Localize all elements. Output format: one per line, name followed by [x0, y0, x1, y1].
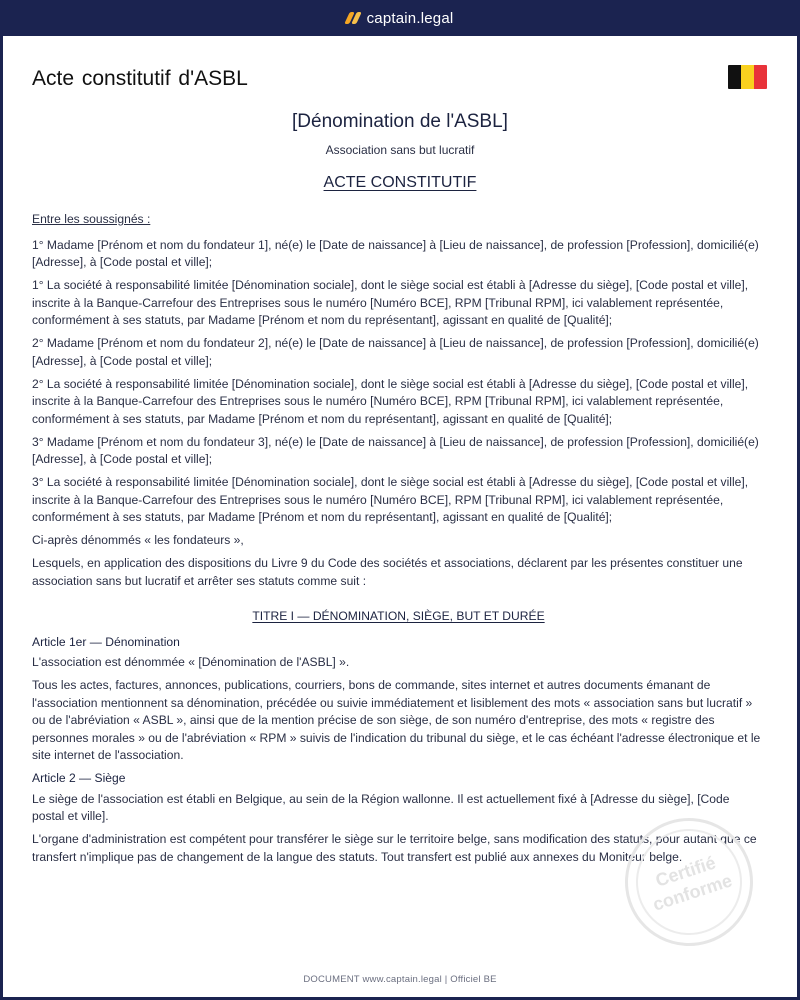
belgium-flag-icon — [728, 65, 767, 89]
brand-name: captain.legal — [366, 9, 454, 27]
article-2-heading: Article 2 — Siège — [32, 771, 126, 785]
flag-stripe-yellow — [741, 65, 754, 89]
document-page — [3, 36, 797, 997]
main-heading-text: ACTE CONSTITUTIF — [323, 174, 477, 191]
stamp-text: Certifié conforme — [650, 852, 735, 915]
paragraph-company-2: 2° La société à responsabilité limitée [Dénomination sociale], dont le siège social est établi à [Adresse du siège], [Code postal et ville], inscrite à la Banque-Carrefour des Entreprises sous le numéro [Numéro BCE], RPM [Tribunal RPM], ici valablement représentée, conformément à ses statuts, par Madame [Prénom et nom du représentant], agissant en qualité de [Qualité]; — [32, 376, 749, 426]
article-1-heading: Article 1er — Dénomination — [32, 634, 180, 649]
flag-stripe-red — [754, 65, 767, 89]
parties-intro: Entre les soussignés : — [32, 212, 151, 226]
article-1-paragraph-1: L'association est dénommée « [Dénomination de l'ASBL] ». — [32, 655, 350, 669]
paragraph-company-1: 1° La société à responsabilité limitée [Dénomination sociale], dont le siège social est établi à [Adresse du siège], [Code postal et ville], inscrite à la Banque-Carrefour des Entreprises sous le numéro [Numéro BCE], RPM [Tribunal RPM], ici valablement représentée, conformément à ses statuts, par Madame [Prénom et nom du représentant], agissant en qualité de [Qualité]; — [32, 278, 749, 327]
flag-stripe-black — [728, 65, 741, 89]
article-1-paragraph-2: Tous les actes, factures, annonces, publications, courriers, bons de commande, sites internet et autres documents émanant de l'association mentionnent sa dénomination, précédée ou suivie immédiatement et lisiblement des mots « association sans but lucratif » ou de l'abréviation « ASBL », ainsi que de la mention précise de son siège, de son numéro d'entreprise, des mots « registre des personnes morales » ou de l'abréviation « RPM » suivis de l'indication du tribunal du siège, et le cas échéant l'adresse électronique et le site internet de l'association. — [32, 678, 761, 762]
paragraph-founder-2: 2° Madame [Prénom et nom du fondateur 2], né(e) le [Date de naissance] à [Lieu de naissance], de profession [Profession], domicilié(e) [Adresse], à [Code postal et ville]; — [32, 336, 759, 368]
document-title: Acte constitutif d'ASBL — [32, 67, 248, 90]
captain-legal-logo-icon — [347, 12, 359, 24]
paragraph-founder-3: 3° Madame [Prénom et nom du fondateur 3], né(e) le [Date de naissance] à [Lieu de naissance], de profession [Profession], domicilié(e) [Adresse], à [Code postal et ville]; — [32, 434, 759, 466]
paragraph-declaration: Lesquels, en application des dispositions du Livre 9 du Code des sociétés et associations, déclarent par les présentes constituer une association sans but lucratif et arrêter ses statuts comme suit : — [32, 556, 743, 588]
document-subtitle: Association sans but lucratif — [325, 143, 475, 157]
asbl-denomination: [Dénomination de l'ASBL] — [292, 111, 508, 132]
paragraph-founders-designation: Ci-après dénommés « les fondateurs », — [32, 533, 244, 547]
document-footer: DOCUMENT www.captain.legal | Officiel BE — [303, 974, 497, 985]
article-2-paragraph-2: L'organe d'administration est compétent pour transférer le siège sur le territoire belge, sans modification des statuts, pour autant que ce transfert n'implique pas de changement de la langue des statuts. Tout transfert est publié aux annexes du Moniteur belge. — [32, 832, 757, 864]
paragraph-founder-1: 1° Madame [Prénom et nom du fondateur 1], né(e) le [Date de naissance] à [Lieu de naissance], de profession [Profession], domicilié(e) [Adresse], à [Code postal et ville]; — [32, 237, 759, 269]
top-bar — [0, 0, 800, 36]
article-2-paragraph-1: Le siège de l'association est établi en Belgique, au sein de la Région wallonne. Il est actuellement fixé à [Adresse du siège], [Code postal et ville]. — [32, 791, 730, 823]
section-title-titre-1: TITRE I — DÉNOMINATION, SIÈGE, BUT ET DURÉE — [252, 609, 545, 623]
main-heading — [3, 174, 797, 192]
document-body — [32, 211, 765, 872]
paragraph-company-3: 3° La société à responsabilité limitée [Dénomination sociale], dont le siège social est établi à [Adresse du siège], [Code postal et ville], inscrite à la Banque-Carrefour des Entreprises sous le numéro [Numéro BCE], RPM [Tribunal RPM], ici valablement représentée, conformément à ses statuts, par Madame [Prénom et nom du représentant], agissant en qualité de [Qualité]; — [32, 475, 749, 524]
